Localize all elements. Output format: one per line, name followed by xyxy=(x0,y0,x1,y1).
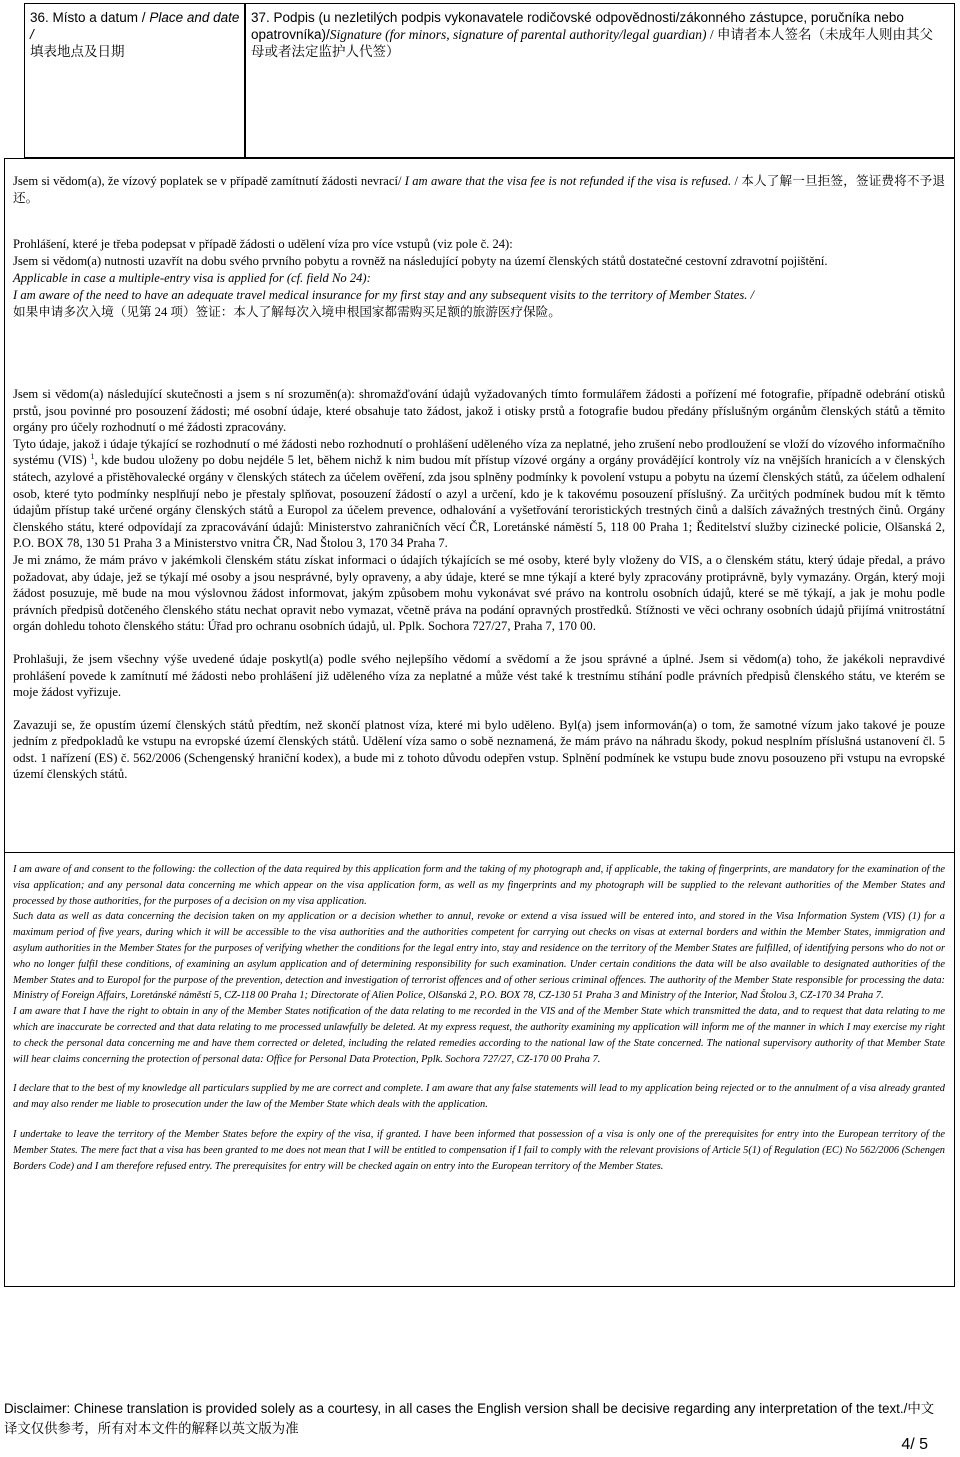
cz-decl-consent: Jsem si vědom(a) následující skutečnosti a jsem s ní srozuměn(a): shromažďování údajů vyžadovaných tímto formulářem žádosti a pořízení mé fotografie, případně odebrání otisků prstů, jsou povinné pro posouzení žádosti; mé osobní údaje, které obsahuje tato žádost, jakož i otisky prstů a fotografie budou předány příslušným orgánům členských států a těmito orgány pro účely rozhodnutí o mé žádosti zpracovány. xyxy=(13,387,945,435)
multi-entry-text-en: I am aware of the need to have an adequate travel medical insurance for my first stay and any subsequent visits to the territory of Member States. / xyxy=(13,288,755,302)
cz-decl-vis xyxy=(13,436,945,552)
field-37-label-cn: / 申请者本人签名（未成年人则由其父母或者法定监护人代签） xyxy=(251,27,934,59)
field-36-label xyxy=(30,9,242,60)
en-decl-leave: I undertake to leave the territory of the Member States before the expiry of the visa, if granted. I have been informed that possession of a visa is only one of the prerequisites for entry into the European territory of the Member States. The mere fact that a visa has been granted to me does not mean that I will be entitled to compensation if I fail to comply with the relevant provisions of Article 5(1) of Regulation (EC) No 562/2006 (Schengen Borders Code) and I am therefore refused entry. The prerequisites for entry will be checked again on entry into the European territory of the Member States. xyxy=(13,1128,945,1172)
field-36-label-cn: 填表地点及日期 xyxy=(30,44,125,59)
section-divider xyxy=(5,852,954,853)
field-37-label-cz: 37. Podpis (u nezletilých podpis vykonavatele rodičovské odpovědnosti/zákonného zástupce, poručníka nebo opatrovníka)/ xyxy=(251,10,904,42)
footnote-ref: 1 xyxy=(90,452,95,462)
cz-decl-vis-b: , kde budou uloženy po dobu nejdéle 5 let, během nichž k nim budou mít přístup vízové orgány a orgány provádějící kontroly víz na vnějších hranicích a v členských státech, azylové a přistěhovalecké orgány v členských státech za účelem ověření, zda jsou splněny podmínky k povolení vstupu a pobytu na území členských států, za účelem odhalení osob, které tyto podmínky nesplňují nebo je přestaly splňovat, posouzení žádostí o azyl a určení, kdo je k takovému posouzení příslušný. Za určitých podmínek budou mít k těmto údajům přístup také určené orgány členských států a Europol za účelem prevence, odhalování a vyšetřování teroristických trestných činů a dalších závažných trestných činů. Orgány členského státu, které odpovídají za zpracovávání údajů: Ministerstvo zahraničních věcí ČR, Loretánské náměstí 5, 118 00 Praha 1; Ředitelství služby cizinecké policie, Olšanská 2, P.O. BOX 78, 130 51 Praha 3 a Ministerstvo vnitra ČR, Nad Štolou 3, 170 34 Praha 7. xyxy=(13,453,946,551)
multi-entry-text-cz: Jsem si vědom(a) nutnosti uzavřít na dobu svého prvního pobytu a rovněž na následující pobyty na území členských států dostatečné cestovní zdravotní pojištění. xyxy=(13,254,828,268)
declarations-box xyxy=(4,158,955,1287)
cz-declaration xyxy=(13,386,945,783)
field-37-label xyxy=(251,9,941,60)
field-37-signature[interactable] xyxy=(245,3,955,158)
field-36-place-date[interactable] xyxy=(24,3,245,158)
multi-entry-declaration xyxy=(13,236,945,321)
multi-entry-title-cz: Prohlášení, které je třeba podepsat v případě žádosti o udělení víza pro více vstupů (viz pole č. 24): xyxy=(13,237,513,251)
en-decl-vis: Such data as well as data concerning the decision taken on my application or a decision whether to annul, revoke or extend a visa issued will be entered into, and stored in the Visa Information System (VIS) (1) for a maximum period of five years, during which it will be accessible to the visa authorities and the authorities competent for carrying out checks on visas at external borders and within the Member States, immigration and asylum authorities in the Member States for the purposes of verifying whether the conditions for the legal entry into, stay and residence on the territory of the Member States are fulfilled, of identifying persons who do not or who no longer fulfil these conditions, of examining an asylum application and of determining responsibility for such examination. Under certain conditions the data will be also available to designated authorities of the Member States and to Europol for the purpose of the prevention, detection and investigation of terrorist offences and of other serious criminal offences. The authority of the Member State responsible for processing the data: Ministry of Foreign Affairs, Loretánské náměstí 5, CZ-118 00 Praha 1; Directorate of Alien Police, Olšanská 2, P.O. BOX 78, CZ-130 51 Praha 3 and Ministry of the Interior, Nad Štolou 3, CZ-170 34 Praha 7. xyxy=(13,911,945,1002)
cz-decl-rights: Je mi známo, že mám právo v jakémkoli členském státu získat informaci o údajích týkajících se mé osoby, které byly vloženy do VIS, a o členském státu, který údaje předal, a právo požadovat, aby údaje, jež se týkají mé osoby a jsou nesprávné, byly opraveny, a aby údaje, které se mne týkají a které byly zpracovány protiprávně, byly vymazány. Orgán, který moji žádost posuzuje, mě bude na mou výslovnou žádost informovat, jakým způsobem mohu vykonávat své právo na kontrolu osobních údajů, které se mě týkají, a jak je mohu podle právních předpisů dotčeného členského státu nechat opravit nebo vymazat, včetně práva na podání opravných prostředků. Stížnosti ve věci ochrany osobních údajů přijímá vnitrostátní orgán dohledu tohoto členského státu: Úřad pro ochranu osobních údajů, ul. Pplk. Sochora 727/27, Praha 7, 170 00. xyxy=(13,552,945,634)
en-decl-truth: I declare that to the best of my knowledge all particulars supplied by me are correct and complete. I am aware that any false statements will lead to my application being rejected or to the annulment of a visa already granted and may also render me liable to prosecution under the law of the Member State which deals with the application. xyxy=(13,1083,945,1111)
disclaimer: Disclaimer: Chinese translation is provided solely as a courtesy, in all cases the English version shall be decisive regarding any interpretation of the text./中文译文仅供参考，所有对本文件的解释以英文版为准 xyxy=(4,1401,935,1436)
fee-notice-en: I am aware that the visa fee is not refunded if the visa is refused. xyxy=(404,174,732,188)
cz-decl-leave: Zavazuji se, že opustím území členských států předtím, než skončí platnost víza, které mi bylo uděleno. Byl(a) jsem informován(a) o tom, že samotné vízum jako takové je pouze jedním z předpokladů ke vstupu na evropské území členských států. Udělení víza samo o sobě neznamená, že mám právo na náhradu škody, pokud nesplním příslušná ustanovení čl. 5 odst. 1 nařízení (ES) č. 562/2006 (Schengenský hraniční kodex), a bude mi z tohoto důvodu odepřen vstup. Splnění podmínek ke vstupu bude znovu posouzeno při vstupu na evropské území členských států. xyxy=(13,717,945,782)
cz-decl-truth: Prohlašuji, že jsem všechny výše uvedené údaje poskytl(a) podle svého nejlepšího vědomí a svědomí a že jsou správné a úplné. Jsem si vědom(a) toho, že jakékoli nepravdivé prohlášení povede k zamítnutí mé žádosti nebo prohlášení již uděleného víza za neplatné a může vést také k trestnímu stíhání podle právních předpisů členského státu, ve kterém se moje žádost vyřizuje. xyxy=(13,651,945,700)
field-36-label-cz: 36. Místo a datum / xyxy=(30,10,150,25)
fee-notice-cn: / 本人了解一旦拒签，签证费将不予退还。 xyxy=(13,174,946,205)
fee-notice xyxy=(13,173,945,207)
multi-entry-title-en: Applicable in case a multiple-entry visa is applied for (cf. field No 24): xyxy=(13,271,371,285)
fee-notice-cz: Jsem si vědom(a), že vízový poplatek se v případě zamítnutí žádosti nevrací/ xyxy=(13,174,405,188)
page-number: 4/ 5 xyxy=(901,1436,928,1453)
field-37-label-en: Signature (for minors, signature of parental authority/legal guardian) xyxy=(329,27,707,42)
cz-decl-vis-a: Tyto údaje, jakož i údaje týkající se rozhodnutí o mé žádosti nebo rozhodnutí o prohlášení uděleného víza za neplatné, jeho zrušení nebo prodloužení se vloží do vízového informačního systému (VIS) xyxy=(13,436,945,468)
en-declaration xyxy=(13,862,945,1174)
multi-entry-text-cn: 如果申请多次入境（见第 24 项）签证：本人了解每次入境申根国家都需购买足额的旅游医疗保险。 xyxy=(13,305,561,319)
en-decl-consent: I am aware of and consent to the following: the collection of the data required by this application form and the taking of my photograph and, if applicable, the taking of fingerprints, are mandatory for the examination of the visa application; and any personal data concerning me which appear on the visa application form, as well as my fingerprints and my photograph will be supplied to the relevant authorities of the Member States and processed by those authorities, for the purposes of a decision on my visa application. xyxy=(13,864,945,907)
en-decl-rights: I am aware that I have the right to obtain in any of the Member States notification of the data relating to me recorded in the VIS and of the Member State which transmitted the data, and to request that data relating to me which are inaccurate be corrected and that data relating to me processed unlawfully be deleted. At my express request, the authority examining my application will inform me of the manner in which I may exercise my right to check the personal data concerning me and have them corrected or deleted, including the related remedies according to the national law of the State concerned. The national supervisory authority of that Member State will hear claims concerning the protection of personal data: Office for Personal Data Protection, Pplk. Sochora 727/27, CZ-170 00 Praha 7. xyxy=(13,1006,945,1065)
field-36-label-en: Place and date / xyxy=(30,10,240,42)
